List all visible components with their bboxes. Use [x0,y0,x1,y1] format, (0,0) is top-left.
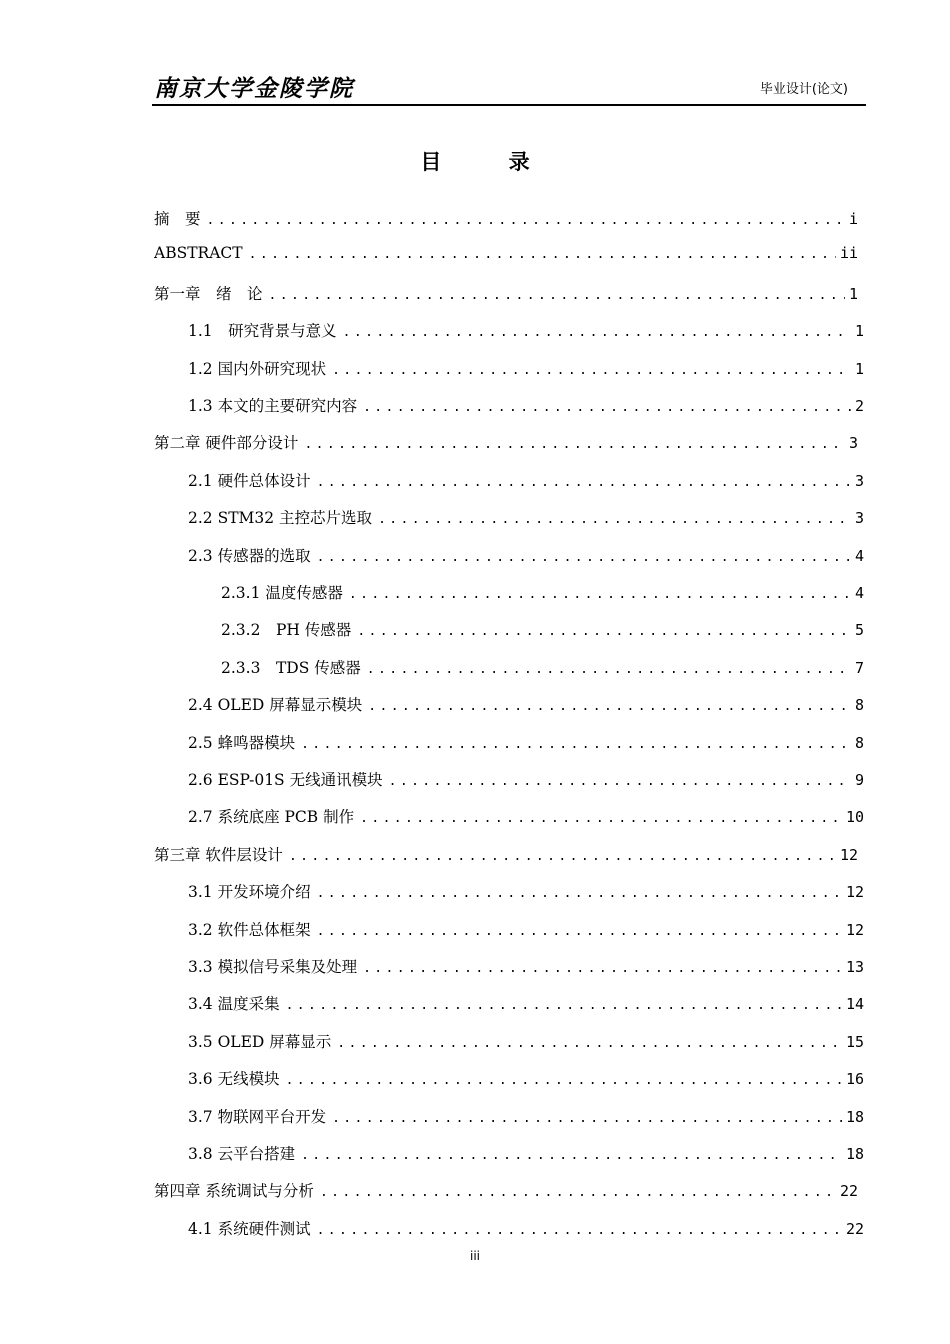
toc-entry[interactable] [154,431,858,455]
toc-entry-page: 18 [845,1107,864,1126]
toc-entry[interactable] [154,207,858,231]
toc-entry-page: 15 [845,1032,864,1051]
toc-entry[interactable] [188,506,864,530]
toc-entry[interactable] [154,244,858,268]
toc-entry[interactable] [221,656,864,680]
toc-leader-dots [343,325,851,340]
toc-title: 目 录 [420,150,560,174]
toc-entry-page: 8 [854,733,864,752]
toc-leader-dots [289,849,836,864]
page-number: iii [469,1249,480,1263]
toc-entry-label: 2.5 蜂鸣器模块 [188,733,296,752]
toc-leader-dots [207,213,845,228]
toc-entry[interactable] [188,918,864,942]
toc-entry[interactable] [188,1105,864,1129]
toc-leader-dots [286,1073,842,1088]
toc-entry[interactable] [188,880,864,904]
toc-entry-page: 1 [848,284,858,303]
toc-entry[interactable] [188,1142,864,1166]
toc-leader-dots [337,1036,842,1051]
toc-entry-label: 3.5 OLED 屏幕显示 [188,1032,332,1051]
toc-leader-dots [304,437,845,452]
toc-entry-label: 第一章 绪 论 [154,284,263,303]
toc-entry[interactable] [188,768,864,792]
toc-entry-page: 22 [845,1219,864,1238]
toc-entry-label: 第三章 软件层设计 [154,845,283,864]
toc-leader-dots [286,998,842,1013]
toc-entry-page: 22 [839,1182,858,1201]
toc-entry[interactable] [154,1179,858,1203]
toc-entry-page: 3 [854,471,864,490]
toc-entry[interactable] [188,805,864,829]
toc-entry[interactable] [188,955,864,979]
toc-entry-label: 3.7 物联网平台开发 [188,1107,327,1126]
school-name-logo: 南京大学金陵学院 [154,75,354,102]
toc-leader-dots [357,624,851,639]
toc-entry-page: 3 [854,509,864,528]
toc-entry[interactable] [188,693,864,717]
toc-entry-page: 3 [848,434,858,453]
toc-entry[interactable] [188,1067,864,1091]
toc-entry[interactable] [188,319,864,343]
toc-entry-label: 3.2 软件总体框架 [188,920,311,939]
toc-entry-page: 13 [845,958,864,976]
toc-entry-label: 2.3 传感器的选取 [188,546,311,565]
toc-entry-label: 1.3 本文的主要研究内容 [188,397,358,415]
toc-entry-page: 12 [845,920,864,939]
toc-entry-page: 18 [845,1145,864,1163]
toc-leader-dots [349,587,851,602]
toc-leader-dots [363,400,851,415]
toc-entry-label: 3.3 模拟信号采集及处理 [188,958,358,976]
toc-entry-page: 4 [854,546,864,565]
toc-entry-label: 第四章 系统调试与分析 [154,1182,314,1201]
toc-entry-page: 12 [839,845,858,864]
toc-leader-dots [317,1223,842,1238]
toc-entry-page: 5 [854,621,864,640]
toc-entry-label: 3.8 云平台搭建 [188,1145,296,1163]
toc-entry-label: 第二章 硬件部分设计 [154,434,299,453]
toc-entry-page: 2 [854,397,864,415]
toc-entry[interactable] [188,992,864,1016]
toc-entry-label: 摘 要 [154,210,201,228]
toc-entry-label: 4.1 系统硬件测试 [188,1219,311,1238]
toc-entry-page: 1 [854,322,864,341]
toc-entry-label: 1.2 国内外研究现状 [188,359,327,378]
toc-entry-label: 1.1 研究背景与意义 [188,322,337,341]
toc-leader-dots [320,1185,836,1200]
toc-entry[interactable] [188,357,864,381]
toc-entry-label: 2.3.2 PH 传感器 [221,621,352,640]
toc-entry[interactable] [188,1030,864,1054]
toc-leader-dots [317,550,851,565]
document-type: 毕业设计(论文) [759,82,848,97]
toc-entry[interactable] [188,469,864,493]
toc-entry-page: 8 [854,696,864,715]
toc-entry-page: 4 [854,584,864,602]
toc-entry-label: 2.4 OLED 屏幕显示模块 [188,696,363,715]
toc-entry-page: ii [839,244,858,263]
toc-entry-label: 2.7 系统底座 PCB 制作 [188,808,355,827]
toc-entry[interactable] [221,618,864,642]
toc-entry-page: 9 [854,771,864,789]
toc-entry-page: 10 [845,808,864,827]
toc-leader-dots [249,247,836,262]
toc-leader-dots [378,512,851,527]
toc-entry-page: 12 [845,883,864,902]
toc-entry-page: 14 [845,995,864,1014]
toc-entry-page: 16 [845,1070,864,1089]
toc-entry-label: 3.6 无线模块 [188,1070,280,1089]
toc-leader-dots [301,737,851,752]
toc-entry-label: 2.6 ESP-01S 无线通讯模块 [188,771,383,789]
toc-entry[interactable] [188,731,864,755]
toc-leader-dots [389,774,851,789]
toc-entry[interactable] [188,394,864,418]
toc-entry-label: 2.1 硬件总体设计 [188,471,311,490]
toc-entry[interactable] [188,544,864,568]
toc-entry-label: 3.1 开发环境介绍 [188,883,311,902]
toc-leader-dots [332,363,851,378]
toc-leader-dots [301,1148,842,1163]
toc-leader-dots [363,961,842,976]
toc-entry-page: 7 [854,658,864,677]
toc-entry[interactable] [154,843,858,867]
toc-entry[interactable] [188,1217,864,1241]
toc-entry-label: 2.3.1 温度传感器 [221,584,343,602]
toc-leader-dots [332,1111,842,1126]
toc-entry-label: 3.4 温度采集 [188,995,280,1014]
toc-entry-label: 2.2 STM32 主控芯片选取 [188,509,373,528]
toc-leader-dots [360,811,842,826]
toc-leader-dots [269,288,845,303]
toc-leader-dots [367,662,851,677]
toc-entry-label: ABSTRACT [154,244,243,263]
toc-entry[interactable] [154,282,858,306]
toc-entry[interactable] [221,581,864,605]
toc-entry-label: 2.3.3 TDS 传感器 [221,658,361,677]
toc-leader-dots [368,699,851,714]
toc-leader-dots [317,924,842,939]
toc-entry-page: i [848,210,858,228]
toc-leader-dots [317,886,842,901]
toc-leader-dots [317,475,851,490]
toc-entry-page: 1 [854,359,864,378]
